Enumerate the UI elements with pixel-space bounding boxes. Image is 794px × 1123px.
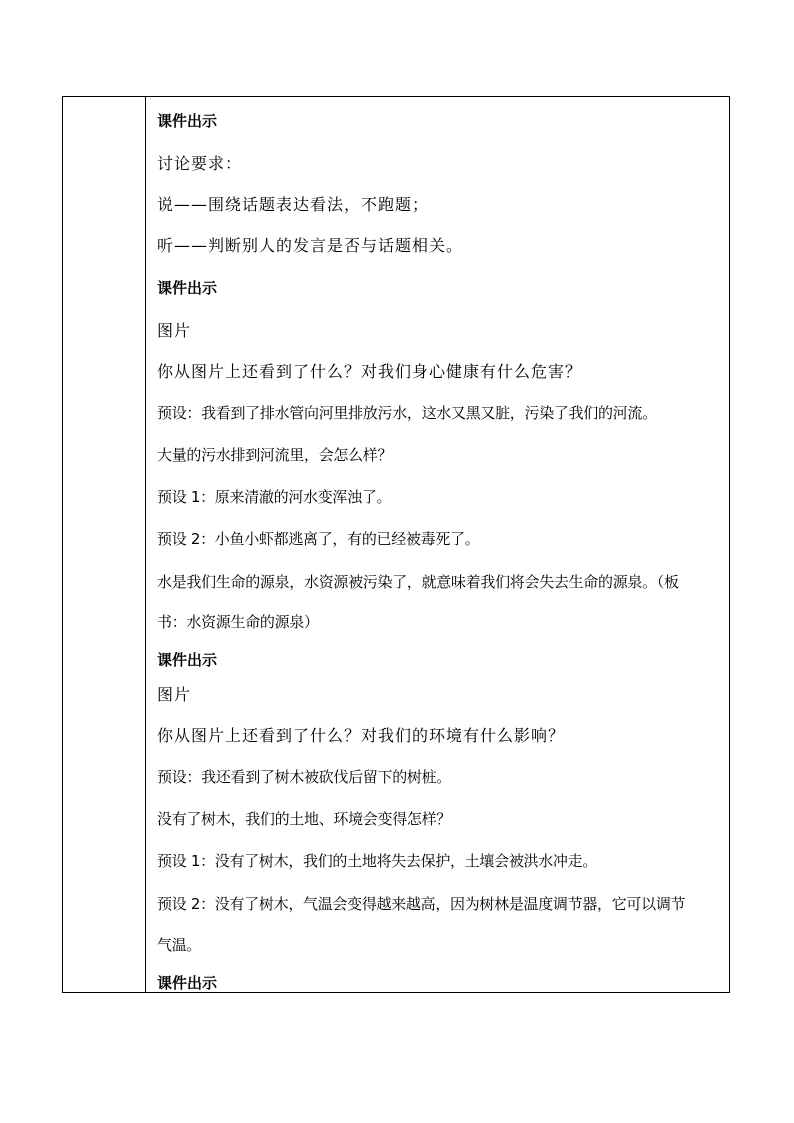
text-line: 听——判断别人的发言是否与话题相关。 <box>157 236 464 255</box>
text-line: 预设 2：小鱼小虾都逃离了，有的已经被毒死了。 <box>157 530 480 548</box>
text-line: 预设：我还看到了树木被砍伐后留下的树桩。 <box>157 768 452 786</box>
text-line: 说——围绕话题表达看法，不跑题； <box>157 195 430 214</box>
courseware-heading: 课件出示 <box>157 112 218 130</box>
courseware-heading: 课件出示 <box>157 651 218 669</box>
text-line: 图片 <box>157 685 192 704</box>
text-line: 大量的污水排到河流里，会怎么样？ <box>157 446 393 464</box>
text-line: 讨论要求： <box>157 154 243 173</box>
text-line: 预设 2：没有了树木，气温会变得越来越高，因为树林是温度调节器，它可以调节 <box>157 895 686 913</box>
text-line: 水是我们生命的源泉，水资源被污染了，就意味着我们将会失去生命的源泉。（板 <box>157 573 679 591</box>
text-line: 图片 <box>157 321 192 340</box>
text-line: 你从图片上还看到了什么？对我们身心健康有什么危害？ <box>157 362 583 381</box>
courseware-heading: 课件出示 <box>157 974 218 992</box>
text-line: 书：水资源生命的源泉） <box>157 613 319 631</box>
text-line: 气温。 <box>157 936 202 954</box>
column-divider <box>145 97 146 992</box>
text-line: 预设 1：原来清澈的河水变浑浊了。 <box>157 488 392 506</box>
courseware-heading: 课件出示 <box>157 279 218 297</box>
text-line: 你从图片上还看到了什么？对我们的环境有什么影响？ <box>157 726 566 745</box>
lesson-table <box>62 96 730 993</box>
text-line: 预设：我看到了排水管向河里排放污水，这水又黑又脏，污染了我们的河流。 <box>157 404 657 422</box>
text-line: 没有了树木，我们的土地、环境会变得怎样？ <box>157 810 452 828</box>
text-line: 预设 1：没有了树木，我们的土地将失去保护，土壤会被洪水冲走。 <box>157 852 598 870</box>
